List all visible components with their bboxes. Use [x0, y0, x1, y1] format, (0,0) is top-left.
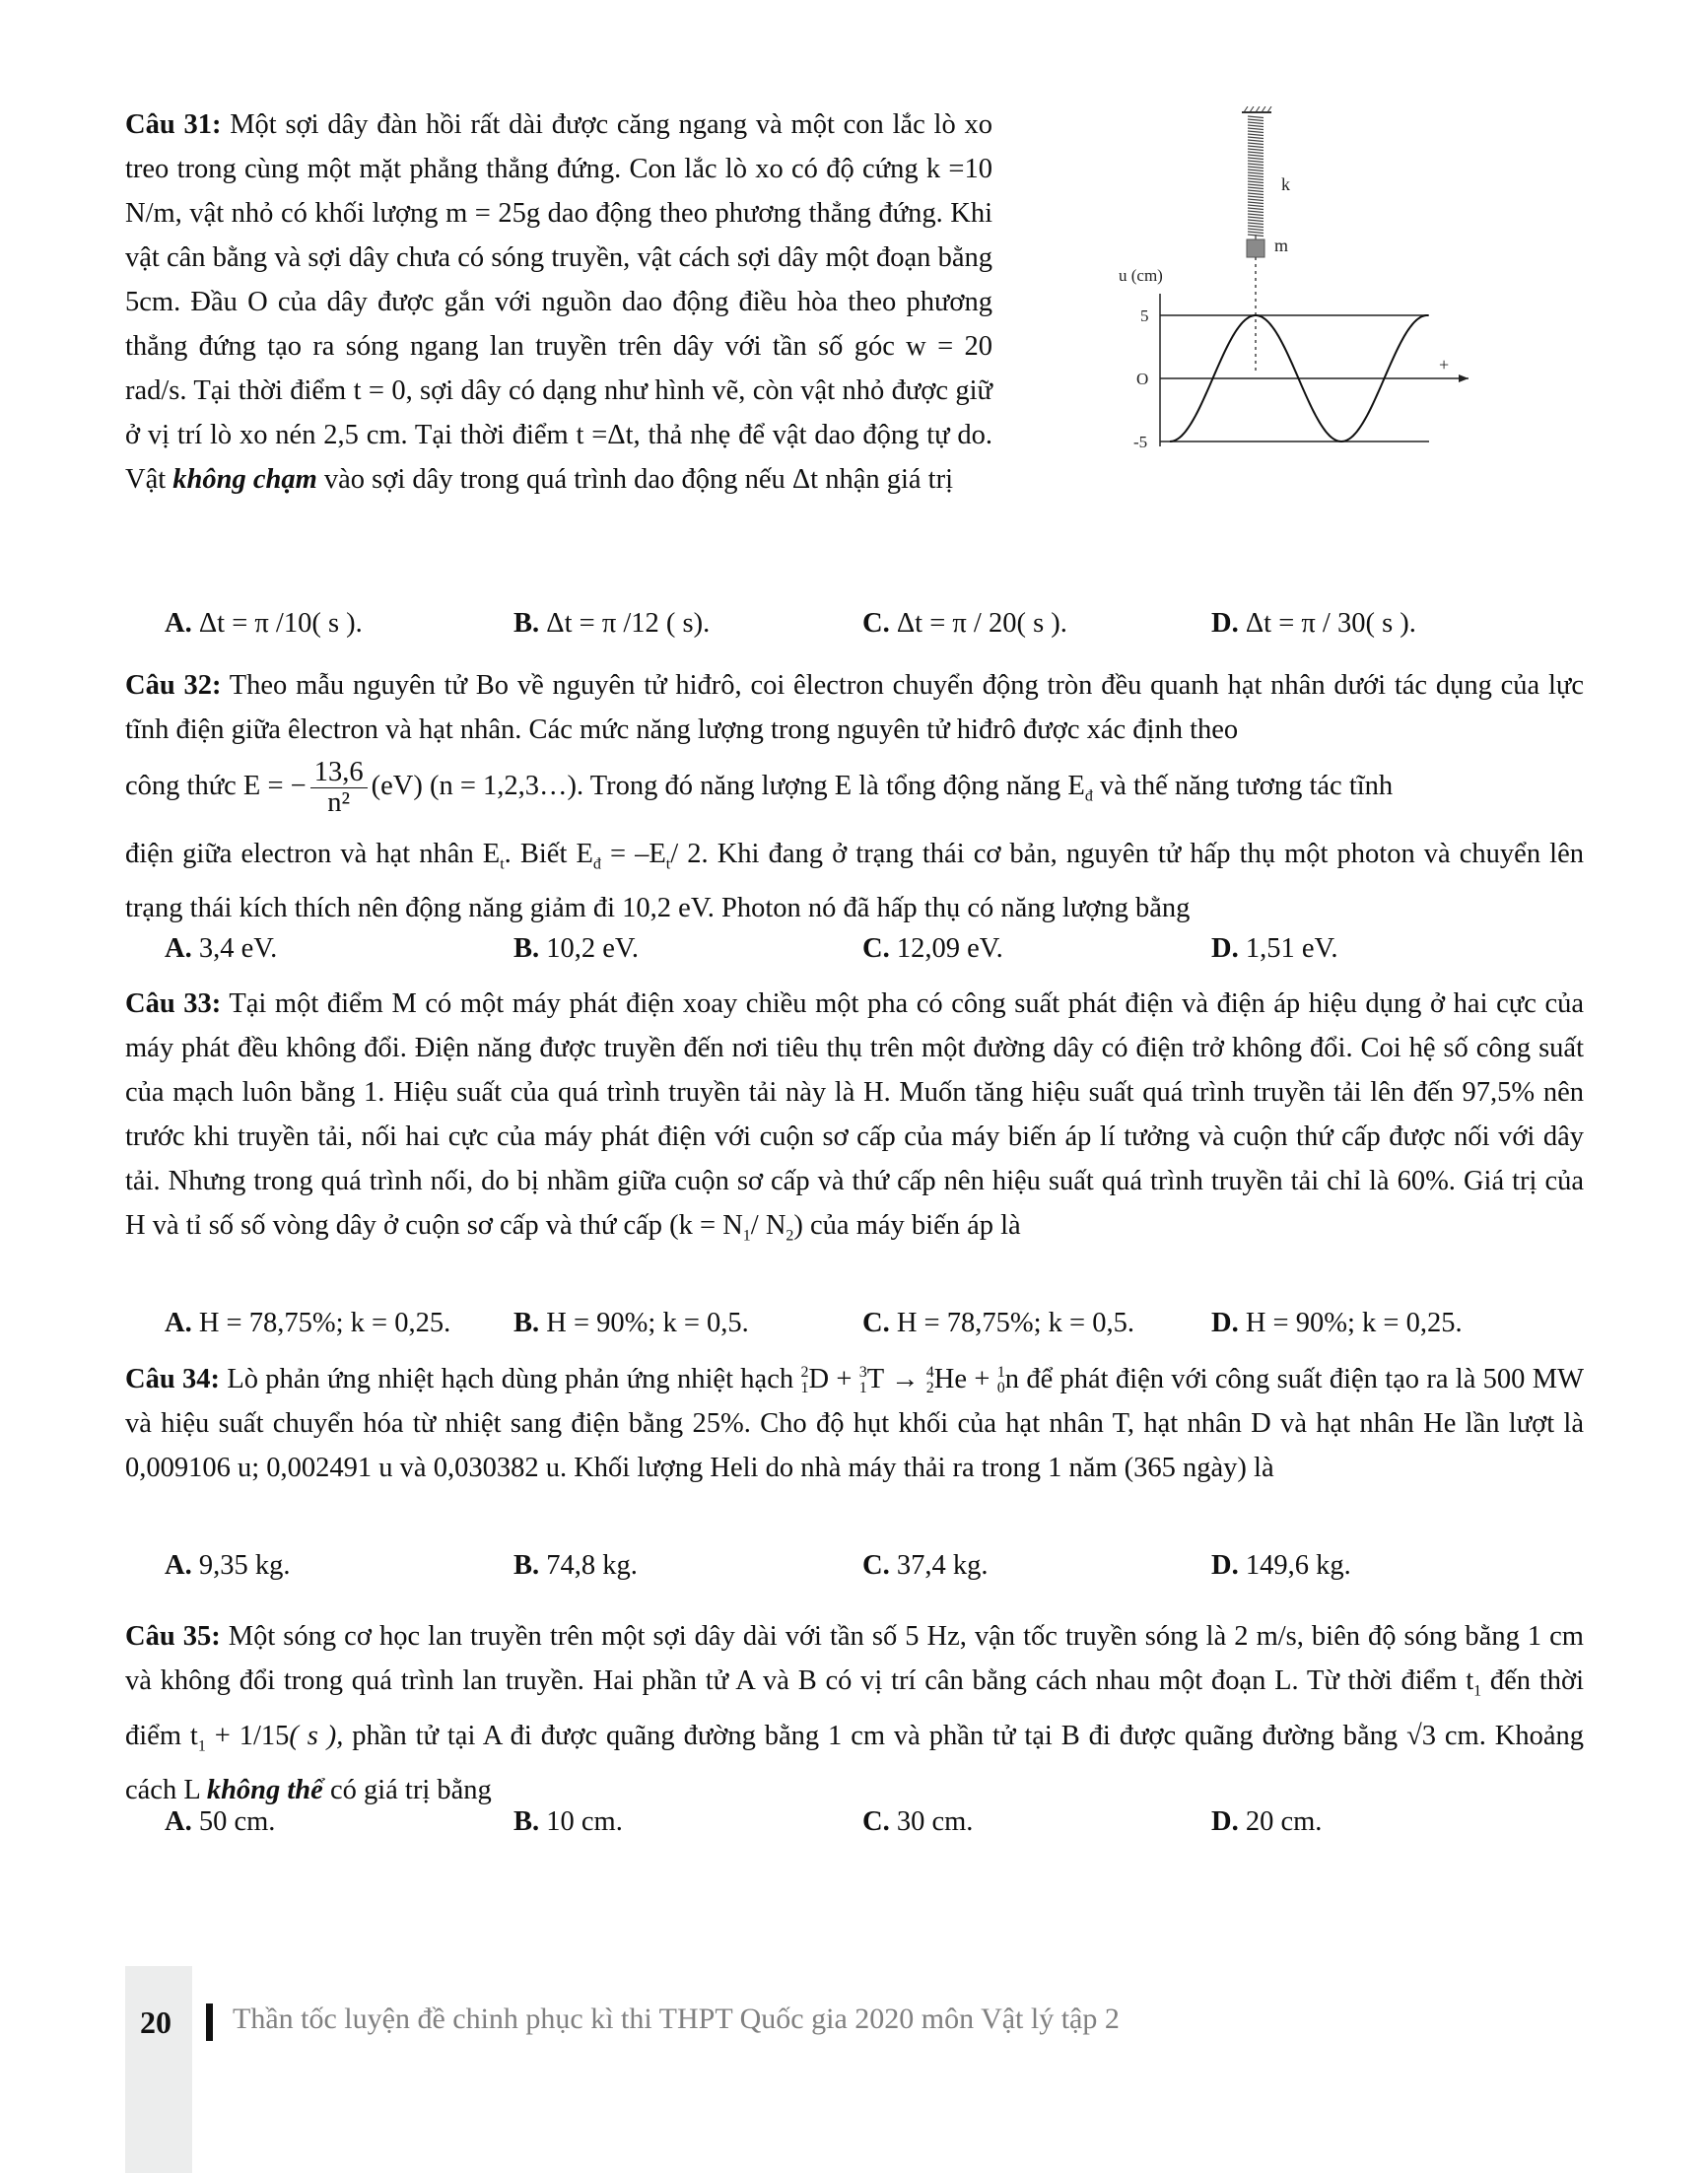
option-a[interactable]: A. 50 cm.: [165, 1806, 276, 1837]
subscript: t: [665, 855, 671, 873]
spring-coil: [1248, 205, 1264, 207]
question-text: Một sóng cơ học lan truyền trên một sợi dây dài với tần số 5 Hz, vận tốc truyền sóng là 2 m/s, biên độ sóng bằng 1 cm và không đổi trong quá trình lan truyền. Hai phần tử A và B có vị trí cân bằng cách nhau một đoạn L. Từ thời điểm t: [125, 1621, 1584, 1696]
figure-svg: [1104, 106, 1498, 461]
spring-coil: [1248, 167, 1264, 169]
fraction: [310, 758, 368, 818]
plus-sign: +: [1439, 355, 1450, 374]
formula-text: và thế năng tương tác tĩnh: [1092, 771, 1394, 801]
nuclide: 4 2 He: [925, 1364, 968, 1397]
spring-coil: [1248, 164, 1264, 166]
option-d[interactable]: D. Δt = π / 30( s ).: [1211, 608, 1416, 639]
spring-coil: [1248, 196, 1264, 198]
spring-coil: [1248, 137, 1264, 139]
spring-coil: [1248, 232, 1264, 234]
question-text: có giá trị bằng: [322, 1775, 492, 1806]
spring-coil: [1248, 152, 1264, 154]
question-34-text: [125, 1357, 1584, 1490]
question-text: Theo mẫu nguyên tử Bo về nguyên tử hiđrô, coi êlectron chuyển động tròn đều quanh hạt nhân dưới tác dụng của lực tĩnh điện giữa êlectron và hạt nhân. Các mức năng lượng trong nguyên tử hiđrô được xác định theo: [125, 670, 1584, 745]
spring-coil: [1248, 155, 1264, 157]
spring-coil: [1248, 170, 1264, 171]
spring-coil: [1248, 211, 1264, 213]
unit-text: ( s ),: [289, 1720, 344, 1751]
footer-divider: [206, 2003, 213, 2041]
spring-coil: [1248, 208, 1264, 210]
spring-coil: [1248, 229, 1264, 231]
nuclide: 1 0 n: [996, 1364, 1019, 1397]
spring-coil: [1248, 193, 1264, 195]
question-32-options: [165, 926, 1604, 971]
axis-label: u (cm): [1119, 266, 1163, 285]
question-text: đến thời điểm t: [125, 1665, 1584, 1751]
spring-coil: [1248, 119, 1264, 121]
question-31-options: [165, 601, 1604, 645]
reaction-operator: +: [829, 1364, 859, 1394]
question-text: phần tử tại A đi được quãng đường bằng 1 cm và phần tử tại B đi được quãng đường bằng: [343, 1720, 1407, 1751]
question-33-text: [125, 982, 1584, 1258]
question-text: = –E: [600, 838, 666, 869]
subscript: đ: [592, 855, 601, 873]
option-c[interactable]: C. 37,4 kg.: [862, 1550, 989, 1581]
question-text: ) của máy biến áp là: [793, 1210, 1021, 1241]
tick-minus5: -5: [1133, 433, 1148, 451]
question-31: [125, 102, 992, 502]
spring-coil: [1248, 214, 1264, 216]
option-b[interactable]: B. Δt = π /12 ( s).: [513, 608, 711, 639]
spring-coil: [1248, 199, 1264, 201]
spring-coil: [1248, 161, 1264, 163]
spring-coil: [1248, 226, 1264, 228]
question-text: . Biết E: [504, 838, 593, 869]
mass-block: [1247, 239, 1264, 257]
axis-arrow: [1459, 374, 1469, 382]
option-d[interactable]: D. 149,6 kg.: [1211, 1550, 1351, 1581]
question-34: [125, 1357, 1584, 1490]
question-34-options: [165, 1543, 1604, 1588]
formula-text: công thức E = −: [125, 771, 307, 801]
question-number: Câu 33:: [125, 988, 222, 1019]
spring-coil: [1248, 172, 1264, 174]
spring: [1248, 116, 1264, 239]
option-b[interactable]: B. 10 cm.: [513, 1806, 623, 1837]
option-a[interactable]: A. 3,4 eV.: [165, 933, 278, 964]
subscript: 1: [197, 1737, 206, 1755]
spring-coil: [1248, 158, 1264, 160]
question-32: [125, 663, 1584, 930]
subscript: đ: [1084, 787, 1093, 805]
question-number: Câu 32:: [125, 670, 222, 701]
spring-coil: [1248, 184, 1264, 186]
question-text: vào sợi dây trong quá trình dao động nếu Δt nhận giá trị: [316, 464, 954, 495]
question-text: cm. Khoảng cách L: [125, 1720, 1584, 1806]
mass-label: m: [1274, 236, 1289, 255]
nuclide: 3 1 T: [858, 1364, 884, 1397]
nuclide: 2 1 D: [800, 1364, 830, 1397]
spring-coil: [1248, 122, 1264, 124]
spring-wave-figure: [1104, 106, 1498, 461]
subscript: 2: [786, 1227, 794, 1245]
sqrt-expression: √3: [1406, 1720, 1436, 1751]
spring-coil: [1248, 178, 1264, 180]
question-35: [125, 1614, 1584, 1812]
nuclear-reaction: [800, 1364, 1019, 1397]
question-text: Lò phản ứng nhiệt hạch dùng phản ứng nhiệt hạch: [220, 1364, 801, 1394]
question-31-text: [125, 102, 992, 502]
question-text: / 2. Khi đang ở trạng thái cơ bản, nguyên tử hấp thụ một photon và chuyển lên trạng thái kích thích nên động năng giảm đi 10,2 eV. Photon nó đã hấp thụ có năng lượng bằng: [125, 838, 1584, 924]
spring-coil: [1248, 217, 1264, 219]
option-d[interactable]: D. 20 cm.: [1211, 1806, 1323, 1837]
question-number: Câu 35:: [125, 1621, 221, 1652]
question-text: + 1/15: [205, 1720, 290, 1751]
option-c[interactable]: C. 30 cm.: [862, 1806, 974, 1837]
formula-text: (eV) (n = 1,2,3…). Trong đó năng lượng E là tổng động năng E: [371, 771, 1085, 801]
spring-coil: [1248, 131, 1264, 133]
spring-coil: [1248, 190, 1264, 192]
spring-coil: [1248, 220, 1264, 222]
tick-O: O: [1136, 370, 1149, 388]
spring-coil: [1248, 202, 1264, 204]
subscript: 1: [1473, 1682, 1482, 1700]
spring-label: k: [1281, 174, 1290, 194]
spring-coil: [1248, 140, 1264, 142]
option-c[interactable]: C. 12,09 eV.: [862, 933, 1003, 964]
question-33: [125, 982, 1584, 1258]
question-32-text-2: [125, 832, 1584, 931]
option-c[interactable]: C. Δt = π / 20( s ).: [862, 608, 1067, 639]
question-32-text: [125, 663, 1584, 752]
spring-coil: [1248, 181, 1264, 183]
option-b[interactable]: B. 10,2 eV.: [513, 933, 639, 964]
spring-coil: [1248, 143, 1264, 145]
question-text: Tại một điểm M có một máy phát điện xoay chiều một pha có công suất phát điện và điện áp hiệu dụng ở hai cực của máy phát đều không đổi. Điện năng được truyền đến nơi tiêu thụ trên một đường dây có điện trở không đổi. Coi hệ số công suất của mạch luôn bằng 1. Hiệu suất của quá trình truyền tải này là H. Muốn tăng hiệu suất quá trình truyền tải lên đến 97,5% nên trước khi truyền tải, nối hai cực của máy phát điện với cuộn sơ cấp của máy biến áp lí tưởng và cuộn thứ cấp được nối với dây tải. Nhưng trong quá trình nối, do bị nhầm giữa cuộn sơ cấp và thứ cấp nên hiệu suất quá trình truyền tải chỉ là 60%. Giá trị của H và tỉ số số vòng dây ở cuộn sơ cấp và thứ cấp (k = N: [125, 988, 1584, 1241]
subscript: t: [500, 855, 505, 873]
spring-coil: [1248, 175, 1264, 177]
option-a[interactable]: A. 9,35 kg.: [165, 1550, 291, 1581]
subscript: 1: [742, 1227, 751, 1245]
spring-coil: [1248, 146, 1264, 148]
formula-line: [125, 752, 1584, 832]
spring-coil: [1248, 187, 1264, 189]
option-b[interactable]: B. H = 90%; k = 0,5.: [513, 1308, 749, 1338]
spring-coil: [1248, 223, 1264, 225]
question-number: Câu 34:: [125, 1364, 220, 1394]
spring-coil: [1248, 125, 1264, 127]
question-text: Một sợi dây đàn hồi rất dài được căng ngang và một con lắc lò xo treo trong cùng một mặt phẳng thẳng đứng. Con lắc lò xo có độ cứng k =10 N/m, vật nhỏ có khối lượng m = 25g dao động theo phương thẳng đứng. Khi vật cân bằng và sợi dây chưa có sóng truyền, vật cách sợi dây một đoạn bằng 5cm. Đầu O của dây được gắn với nguồn dao động điều hòa theo phương thẳng đứng tạo ra sóng ngang lan truyền trên dây với tần số góc w = 20 rad/s. Tại thời điểm t = 0, sợi dây có dạng như hình vẽ, còn vật nhỏ được giữ ở vị trí lò xo nén 2,5 cm. Tại thời điểm t =Δt, thả nhẹ để vật dao động tự do. Vật: [125, 109, 992, 495]
question-text: điện giữa electron và hạt nhân E: [125, 838, 501, 869]
book-title: Thần tốc luyện đề chinh phục kì thi THPT Quốc gia 2020 môn Vật lý tập 2: [233, 2003, 1120, 2035]
question-text: / N: [750, 1210, 786, 1241]
option-a[interactable]: A. Δt = π /10( s ).: [165, 608, 363, 639]
footer-sidebar: [125, 1966, 192, 2173]
emphasis-text: không chạm: [172, 464, 317, 495]
question-text: để phát điện với công suất điện tạo ra là 500 MW và hiệu suất chuyển hóa từ nhiệt sang điện bằng 25%. Cho độ hụt khối của hạt nhân T, hạt nhân D và hạt nhân He lần lượt là 0,009106 u; 0,002491 u và 0,030382 u. Khối lượng Heli do nhà máy thải ra trong 1 năm (365 ngày) là: [125, 1364, 1584, 1483]
question-33-options: [165, 1301, 1604, 1345]
option-c[interactable]: C. H = 78,75%; k = 0,5.: [862, 1308, 1134, 1338]
spring-coil: [1248, 128, 1264, 130]
option-b[interactable]: B. 74,8 kg.: [513, 1550, 638, 1581]
option-d[interactable]: D. 1,51 eV.: [1211, 933, 1338, 964]
spring-coil: [1248, 134, 1264, 136]
reaction-operator: →: [883, 1364, 926, 1394]
option-d[interactable]: D. H = 90%; k = 0,25.: [1211, 1308, 1463, 1338]
fraction-numerator: 13,6: [310, 758, 368, 788]
emphasis-text: không thể: [206, 1775, 323, 1806]
question-35-options: [165, 1800, 1604, 1844]
spring-coil: [1248, 116, 1264, 118]
question-35-text: [125, 1614, 1584, 1812]
option-a[interactable]: A. H = 78,75%; k = 0,25.: [165, 1308, 451, 1338]
fraction-denominator: n²: [327, 786, 351, 818]
tick-5: 5: [1140, 306, 1149, 325]
reaction-operator: +: [967, 1364, 997, 1394]
question-number: Câu 31:: [125, 109, 222, 140]
spring-coil: [1248, 149, 1264, 151]
page-number: 20: [140, 2004, 171, 2040]
